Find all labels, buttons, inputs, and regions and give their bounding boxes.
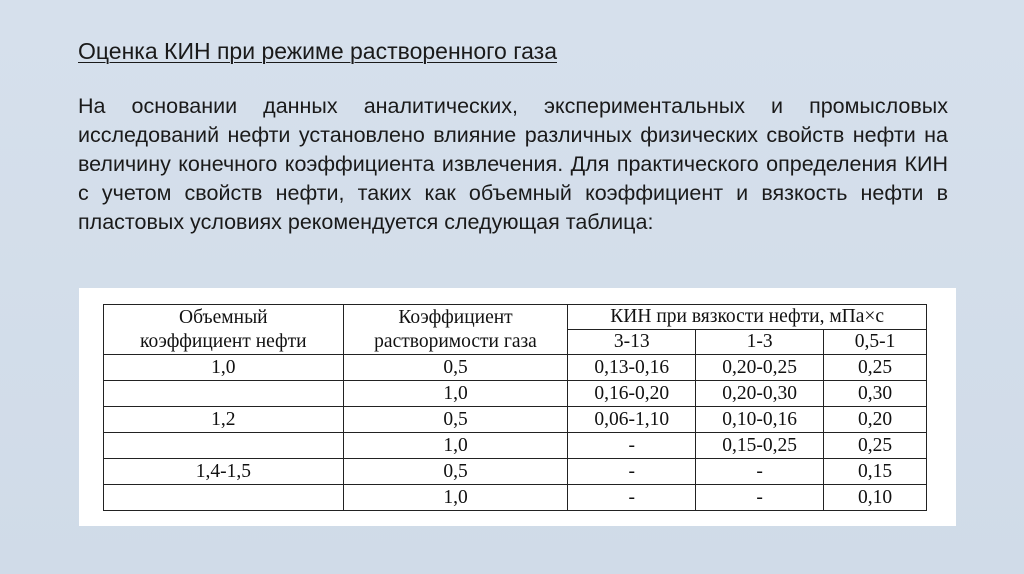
header-kin-viscosity: КИН при вязкости нефти, мПа×с bbox=[568, 305, 927, 330]
subheader-3-13: 3-13 bbox=[568, 330, 696, 355]
cell-kin-3-13: 0,16-0,20 bbox=[568, 381, 696, 407]
cell-kin-3-13: - bbox=[568, 459, 696, 485]
cell-kin-3-13: - bbox=[568, 433, 696, 459]
cell-gas: 0,5 bbox=[343, 407, 568, 433]
cell-kin-1-3: 0,20-0,25 bbox=[696, 355, 824, 381]
kin-table bbox=[103, 304, 927, 511]
table-row bbox=[104, 485, 927, 511]
cell-volume-factor bbox=[104, 433, 344, 459]
table-row bbox=[104, 381, 927, 407]
cell-gas: 1,0 bbox=[343, 381, 568, 407]
cell-kin-1-3: - bbox=[696, 485, 824, 511]
cell-kin-0-5-1: 0,10 bbox=[824, 485, 927, 511]
cell-kin-0-5-1: 0,30 bbox=[824, 381, 927, 407]
cell-gas: 1,0 bbox=[343, 433, 568, 459]
cell-kin-0-5-1: 0,15 bbox=[824, 459, 927, 485]
cell-kin-3-13: 0,06-1,10 bbox=[568, 407, 696, 433]
cell-kin-1-3: 0,15-0,25 bbox=[696, 433, 824, 459]
cell-gas: 0,5 bbox=[343, 459, 568, 485]
header-gas-solubility: Коэффициент растворимости газа bbox=[343, 305, 568, 355]
header-volume-factor: Объемный коэффициент нефти bbox=[104, 305, 344, 355]
table-row bbox=[104, 355, 927, 381]
cell-volume-factor: 1,0 bbox=[104, 355, 344, 381]
table-row bbox=[104, 433, 927, 459]
cell-kin-0-5-1: 0,25 bbox=[824, 433, 927, 459]
cell-kin-1-3: 0,10-0,16 bbox=[696, 407, 824, 433]
body-paragraph: На основании данных аналитических, экспериментальных и промысловых исследований нефти установлено влияние различных физических свойств нефти на величину конечного коэффициента извлечения. Для практического определения КИН с учетом свойств нефти, таких как объемный коэффициент и вязкость нефти в пластовых условиях рекомендуется следующая таблица: bbox=[78, 94, 948, 234]
cell-volume-factor bbox=[104, 485, 344, 511]
cell-kin-1-3: - bbox=[696, 459, 824, 485]
cell-kin-1-3: 0,20-0,30 bbox=[696, 381, 824, 407]
table-row bbox=[104, 459, 927, 485]
subheader-1-3: 1-3 bbox=[696, 330, 824, 355]
cell-kin-0-5-1: 0,25 bbox=[824, 355, 927, 381]
cell-kin-3-13: - bbox=[568, 485, 696, 511]
cell-gas: 1,0 bbox=[343, 485, 568, 511]
cell-kin-3-13: 0,13-0,16 bbox=[568, 355, 696, 381]
subheader-0-5-1: 0,5-1 bbox=[824, 330, 927, 355]
cell-volume-factor bbox=[104, 381, 344, 407]
cell-volume-factor: 1,4-1,5 bbox=[104, 459, 344, 485]
slide-title: Оценка КИН при режиме растворенного газа bbox=[78, 38, 557, 64]
cell-kin-0-5-1: 0,20 bbox=[824, 407, 927, 433]
table-image-area bbox=[79, 288, 956, 526]
cell-gas: 0,5 bbox=[343, 355, 568, 381]
table-row bbox=[104, 407, 927, 433]
cell-volume-factor: 1,2 bbox=[104, 407, 344, 433]
